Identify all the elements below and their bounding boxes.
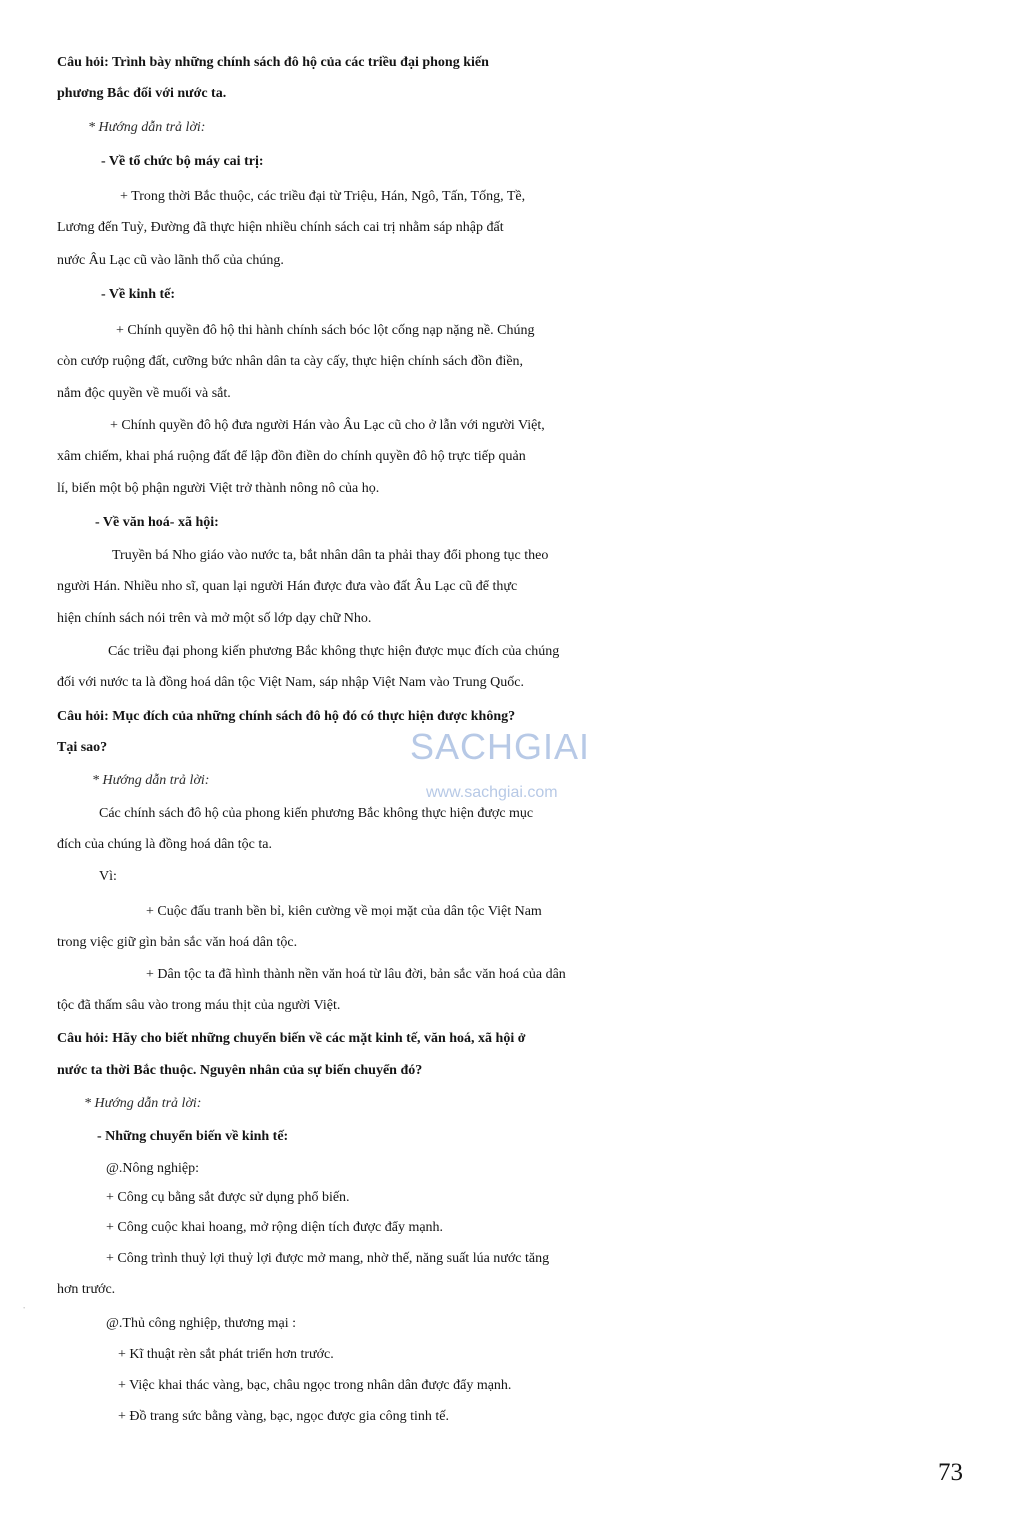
text-line: tộc đã thấm sâu vào trong máu thịt của người Việt. [57,998,341,1013]
section-heading: - Về kinh tế: [101,287,176,302]
text-line: nước Âu Lạc cũ vào lãnh thổ của chúng. [57,253,284,268]
text-line: + Công trình thuỷ lợi thuỷ lợi được mở mang, nhờ thế, năng suất lúa nước tăng [106,1251,550,1266]
question-line: phương Bắc đối với nước ta. [57,86,227,101]
text-line: đích của chúng là đồng hoá dân tộc ta. [57,837,272,852]
text-line: đối với nước ta là đồng hoá dân tộc Việt Nam, sáp nhập Việt Nam vào Trung Quốc. [57,675,524,690]
watermark [410,720,630,810]
text-line: + Công cuộc khai hoang, mở rộng diện tích được đẩy mạnh. [106,1220,444,1235]
page-number: 73 [938,1459,963,1486]
text-line: Vì: [99,869,117,884]
section-heading: - Về văn hoá- xã hội: [95,515,219,530]
text-line: hiện chính sách nói trên và mở một số lớp dạy chữ Nho. [57,611,372,626]
text-line: + Việc khai thác vàng, bạc, châu ngọc trong nhân dân được đẩy mạnh. [118,1378,512,1393]
text-line: xâm chiếm, khai phá ruộng đất để lập đồn điền do chính quyền đô hộ trực tiếp quản [57,449,526,464]
text-line: + Kĩ thuật rèn sắt phát triển hơn trước. [118,1347,334,1362]
answer-guide-label: * Hướng dẫn trả lời: [92,773,210,788]
text-line: Các triều đại phong kiến phương Bắc không thực hiện được mục đích của chúng [108,644,560,659]
watermark-url: www.sachgiai.com [426,784,558,801]
question-line: Câu hỏi: Mục đích của những chính sách đô hộ đó có thực hiện được không? [57,709,516,724]
section-heading: - Những chuyển biến về kinh tế: [97,1129,289,1144]
question-line: Câu hỏi: Hãy cho biết những chuyển biến về các mặt kinh tế, văn hoá, xã hội ở [57,1031,526,1046]
text-line: + Trong thời Bắc thuộc, các triều đại từ Triệu, Hán, Ngô, Tấn, Tống, Tề, [120,189,526,204]
answer-guide-label: * Hướng dẫn trả lời: [88,120,206,135]
text-line: + Dân tộc ta đã hình thành nền văn hoá từ lâu đời, bản sắc văn hoá của dân [146,967,566,982]
text-line: nắm độc quyền về muối và sắt. [57,386,231,401]
text-line: + Chính quyền đô hộ đưa người Hán vào Âu Lạc cũ cho ở lẫn với người Việt, [110,418,545,433]
text-line: + Chính quyền đô hộ thi hành chính sách bóc lột cống nạp nặng nề. Chúng [116,323,535,338]
margin-speck: · [22,1300,27,1315]
text-line: còn cướp ruộng đất, cưỡng bức nhân dân ta cày cấy, thực hiện chính sách đồn điền, [57,354,524,369]
answer-guide-label: * Hướng dẫn trả lời: [84,1096,202,1111]
text-line: @.Thủ công nghiệp, thương mại : [106,1316,297,1331]
text-line: lí, biến một bộ phận người Việt trở thành nông nô của họ. [57,481,380,496]
text-line: người Hán. Nhiều nho sĩ, quan lại người Hán được đưa vào đất Âu Lạc cũ để thực [57,579,518,594]
text-line: trong việc giữ gìn bản sắc văn hoá dân tộc. [57,935,298,950]
question-line: Tại sao? [57,740,108,755]
text-line: Lương đến Tuỳ, Đường đã thực hiện nhiều chính sách cai trị nhằm sáp nhập đất [57,220,504,235]
question-line: Câu hỏi: Trình bày những chính sách đô hộ của các triều đại phong kiến [57,55,489,70]
text-line: + Cuộc đấu tranh bền bỉ, kiên cường về mọi mặt của dân tộc Việt Nam [146,904,542,919]
text-line: Các chính sách đô hộ của phong kiến phương Bắc không thực hiện được mục [99,806,534,821]
text-line: Truyền bá Nho giáo vào nước ta, bắt nhân dân ta phải thay đổi phong tục theo [112,548,549,563]
text-line: + Đồ trang sức bằng vàng, bạc, ngọc được gia công tinh tế. [118,1409,449,1424]
text-line: hơn trước. [57,1282,116,1297]
section-heading: - Về tổ chức bộ máy cai trị: [101,154,264,169]
question-line: nước ta thời Bắc thuộc. Nguyên nhân của sự biến chuyển đó? [57,1063,423,1078]
text-line: @.Nông nghiệp: [106,1161,199,1176]
watermark-logo: SACHGIAI [410,726,591,767]
text-line: + Công cụ bằng sắt được sử dụng phổ biến. [106,1190,350,1205]
